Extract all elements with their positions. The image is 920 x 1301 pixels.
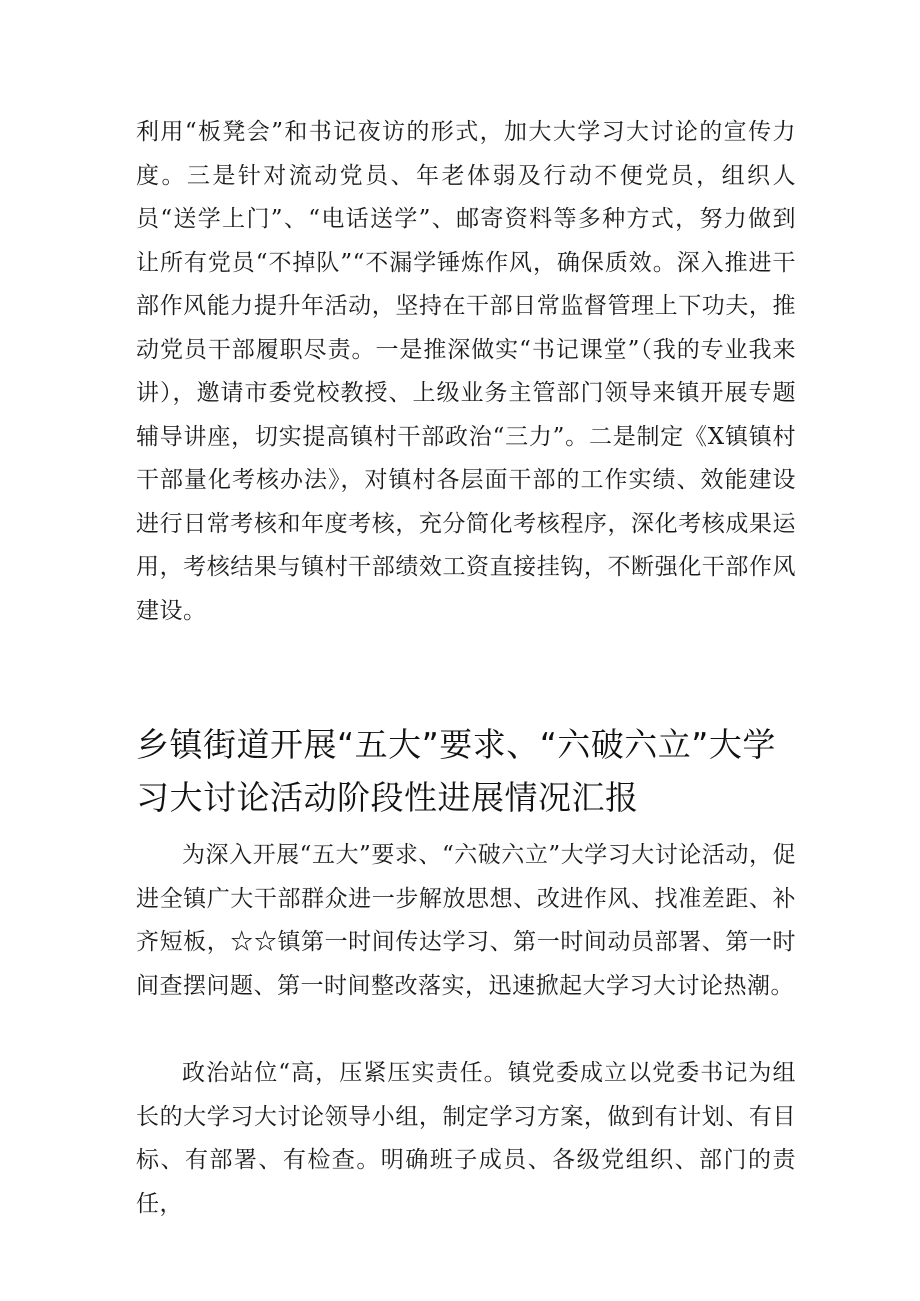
section-title: 乡镇街道开展“五大”要求、“六破六立”大学习大讨论活动阶段性进展情况汇报 bbox=[136, 725, 776, 817]
body-paragraph: 政治站位“高，压紧压实责任。镇党委成立以党委书记为组长的大学习大讨论领导小组，制定学习方案，做到有计划、有目标、有部署、有检查。明确班子成员、各级党组织、部门的责任， bbox=[136, 1060, 796, 1217]
intro-paragraph: 为深入开展“五大”要求、“六破六立”大学习大讨论活动，促进全镇广大干部群众进一步解放思想、改进作风、找准差距、补齐短板，☆☆镇第一时间传达学习、第一时间动员部署、第一时间查摆问题、第一时间整改落实，迅速掀起大学习大讨论热潮。 bbox=[136, 842, 796, 999]
continued-paragraph: 利用“板凳会”和书记夜访的形式，加大大学习大讨论的宣传力度。三是针对流动党员、年老体弱及行动不便党员，组织人员“送学上门”、“电话送学”、邮寄资料等多种方式，努力做到让所有党员“不掉队”“不漏学锤炼作风，确保质效。深入推进干部作风能力提升年活动，坚持在干部日常监督管理上下功夫，推动党员干部履职尽责。一是推深做实“书记课堂”（我的专业我来讲），邀请市委党校教授、上级业务主管部门领导来镇开展专题辅导讲座，切实提高镇村干部政治“三力”。二是制定《X镇镇村干部量化考核办法》，对镇村各层面干部的工作实绩、效能建设进行日常考核和年度考核，充分简化考核程序，深化考核成果运用，考核结果与镇村干部绩效工资直接挂钩，不断强化干部作风建设。 bbox=[136, 119, 796, 624]
